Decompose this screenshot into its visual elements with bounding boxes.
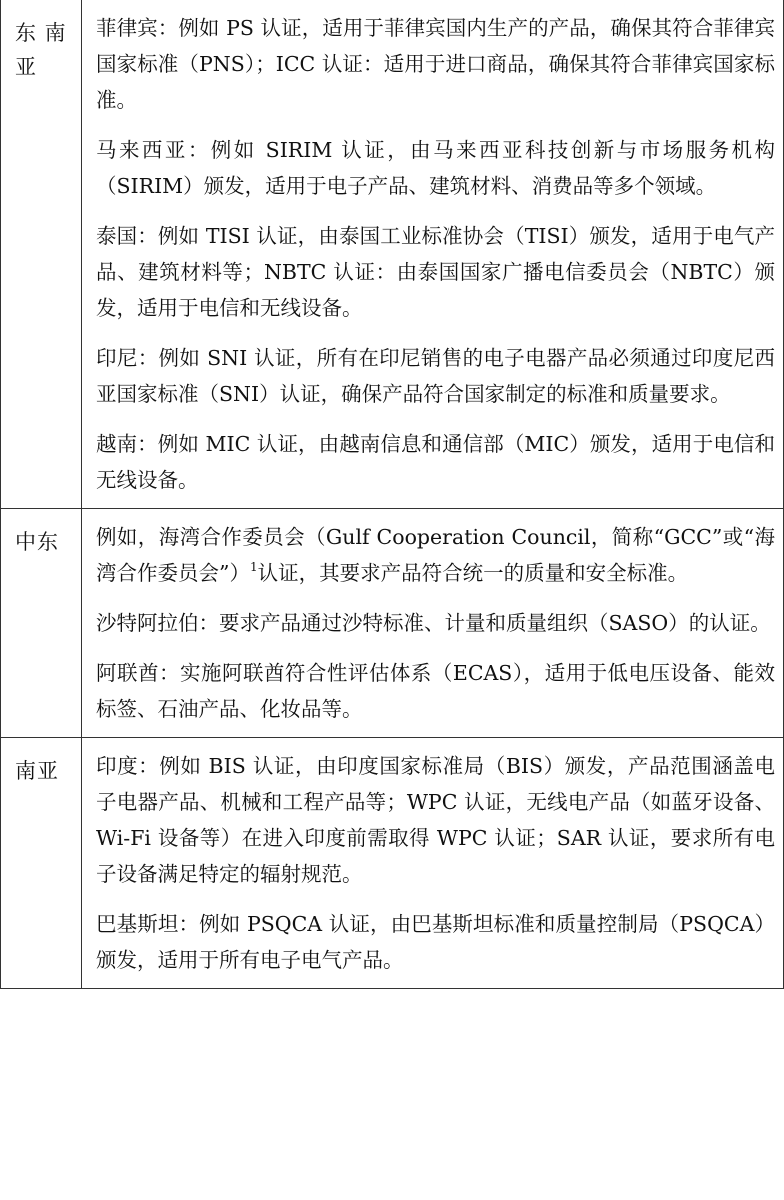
- entry-malaysia: 马来西亚：例如 SIRIM 认证，由马来西亚科技创新与市场服务机构（SIRIM）颁发，适用于电子产品、建筑材料、消费品等多个领域。: [96, 138, 775, 198]
- entry-gcc-text: 例如，海湾合作委员会（Gulf Cooperation Council，简称“GCC”或“海湾合作委员会”）: [96, 525, 775, 585]
- content-cell-south-asia: [82, 738, 784, 989]
- entry-gcc: [96, 519, 775, 591]
- region-label-middle-east: 中东: [1, 509, 82, 738]
- footnote-marker: 1: [249, 560, 258, 574]
- entry-pakistan: 巴基斯坦：例如 PSQCA 认证，由巴基斯坦标准和质量控制局（PSQCA）颁发，适用于所有电子电气产品。: [96, 912, 775, 972]
- entry-uae: 阿联酋：实施阿联酋符合性评估体系（ECAS），适用于低电压设备、能效标签、石油产品、化妆品等。: [96, 661, 775, 721]
- entry-saudi-arabia: 沙特阿拉伯：要求产品通过沙特标准、计量和质量组织（SASO）的认证。: [96, 611, 771, 635]
- table-row-southeast-asia: [1, 0, 784, 509]
- region-label-southeast-asia: 东 南 亚: [1, 0, 82, 509]
- content-cell-middle-east: [82, 509, 784, 738]
- region-label-south-asia: 南亚: [1, 738, 82, 989]
- entry-vietnam: 越南：例如 MIC 认证，由越南信息和通信部（MIC）颁发，适用于电信和无线设备。: [96, 432, 775, 492]
- content-cell-southeast-asia: [82, 0, 784, 509]
- entry-indonesia: 印尼：例如 SNI 认证，所有在印尼销售的电子电器产品必须通过印度尼西亚国家标准（SNI）认证，确保产品符合国家制定的标准和质量要求。: [96, 346, 775, 406]
- entry-philippines: 菲律宾：例如 PS 认证，适用于菲律宾国内生产的产品，确保其符合菲律宾国家标准（PNS）；ICC 认证：适用于进口商品，确保其符合菲律宾国家标准。: [96, 16, 775, 112]
- entry-thailand: 泰国：例如 TISI 认证，由泰国工业标准协会（TISI）颁发，适用于电气产品、建筑材料等；NBTC 认证：由泰国国家广播电信委员会（NBTC）颁发，适用于电信和无线设备。: [96, 224, 775, 320]
- entry-gcc-text-cont: 认证，其要求产品符合统一的质量和安全标准。: [257, 561, 689, 585]
- table-row-middle-east: [1, 509, 784, 738]
- table-row-south-asia: [1, 738, 784, 989]
- entry-india: 印度：例如 BIS 认证，由印度国家标准局（BIS）颁发，产品范围涵盖电子电器产品、机械和工程产品等；WPC 认证，无线电产品（如蓝牙设备、Wi-Fi 设备等）在进入印度前需取得 WPC 认证；SAR 认证，要求所有电子设备满足特定的辐射规范。: [96, 754, 775, 886]
